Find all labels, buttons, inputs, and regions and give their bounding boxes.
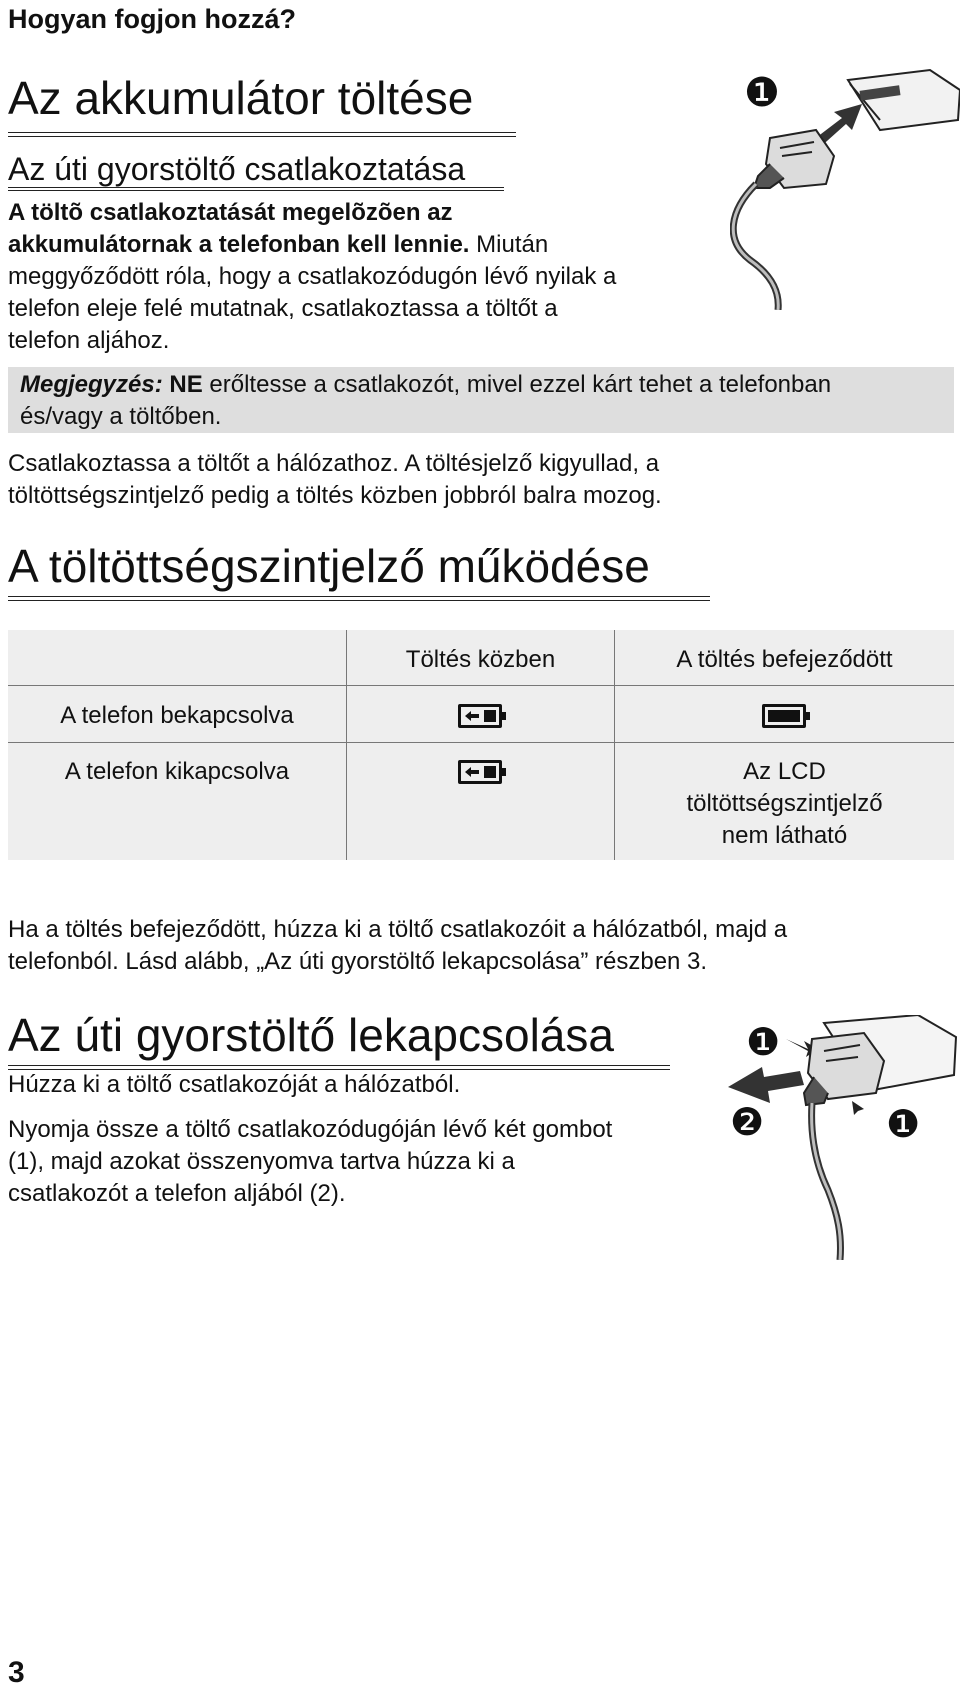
lcd-not-visible bbox=[615, 756, 954, 852]
battery-charging-icon bbox=[458, 760, 502, 784]
section-title-indicator: A töltöttségszintjelző működése bbox=[8, 540, 650, 592]
paragraph-mains bbox=[8, 448, 662, 512]
title-rule bbox=[8, 596, 710, 601]
text-line: telefon aljához. bbox=[8, 327, 170, 354]
subtitle-rule bbox=[8, 187, 504, 191]
step-marker: ❶ bbox=[744, 70, 780, 116]
row-label-on: A telefon bekapcsolva bbox=[60, 702, 294, 729]
text-line: meggyőződött róla, hogy a csatlakozódugón lévő nyilak a bbox=[8, 263, 617, 290]
paragraph-connect bbox=[8, 197, 616, 357]
indicator-table bbox=[8, 630, 954, 860]
text-line: Nyomja össze a töltő csatlakozódugóján lévő két gombot bbox=[8, 1116, 613, 1143]
page-number: 3 bbox=[8, 1656, 25, 1689]
text-line: Csatlakoztassa a töltőt a hálózathoz. A töltésjelző kigyullad, a bbox=[8, 450, 660, 477]
text-line: töltöttségszintjelző pedig a töltés közben jobbról balra mozog. bbox=[8, 482, 662, 509]
note-text: erőltesse a csatlakozót, mivel ezzel kárt tehet a telefonban bbox=[202, 371, 832, 398]
paragraph-disconnect-2 bbox=[8, 1114, 612, 1210]
step-marker: ❶ bbox=[746, 1020, 781, 1064]
note-emphasis: NE bbox=[162, 371, 203, 398]
section-title-charging: Az akkumulátor töltése bbox=[8, 72, 474, 124]
note-label: Megjegyzés: bbox=[20, 371, 163, 398]
bold-text: A töltõ csatlakoztatását megelõzõen az bbox=[8, 199, 453, 226]
step-marker: ❷ bbox=[730, 1100, 765, 1144]
paragraph-disconnect-1: Húzza ki a töltő csatlakozóját a hálózatból. bbox=[8, 1071, 461, 1098]
running-title: Hogyan fogjon hozzá? bbox=[8, 4, 296, 34]
title-rule bbox=[8, 132, 516, 137]
paragraph-unplug bbox=[8, 914, 787, 978]
text-line: telefonból. Lásd alább, „Az úti gyorstöltő lekapcsolása” részben 3. bbox=[8, 948, 708, 975]
text-line: töltöttségszintjelző bbox=[686, 790, 883, 817]
text-line: (1), majd azokat összenyomva tartva húzza ki a bbox=[8, 1148, 515, 1175]
disconnect-illustration bbox=[728, 1015, 960, 1260]
text-line: Az LCD bbox=[743, 758, 826, 785]
text-line: telefon eleje felé mutatnak, csatlakoztassa a töltőt a bbox=[8, 295, 558, 322]
col-header-charging: Töltés közben bbox=[405, 646, 556, 673]
note-text: és/vagy a töltőben. bbox=[20, 403, 222, 430]
text-line: csatlakozót a telefon aljából (2). bbox=[8, 1180, 346, 1207]
subtitle-connect: Az úti gyorstöltő csatlakoztatása bbox=[8, 151, 466, 187]
text-line: nem látható bbox=[721, 822, 848, 849]
text: Miután bbox=[469, 231, 549, 258]
step-marker: ❶ bbox=[886, 1102, 921, 1146]
section-title-disconnect: Az úti gyorstöltő lekapcsolása bbox=[8, 1009, 614, 1061]
text-line: Ha a töltés befejeződött, húzza ki a töltő csatlakozóit a hálózatból, majd a bbox=[8, 916, 788, 943]
bold-text: akkumulátornak a telefonban kell lennie. bbox=[8, 231, 470, 258]
col-header-done: A töltés befejeződött bbox=[676, 646, 893, 673]
warning-note bbox=[8, 367, 954, 433]
charger-plug-illustration bbox=[730, 60, 960, 310]
battery-charging-icon bbox=[458, 704, 502, 728]
row-label-off: A telefon kikapcsolva bbox=[64, 758, 290, 785]
battery-full-icon bbox=[762, 704, 806, 728]
